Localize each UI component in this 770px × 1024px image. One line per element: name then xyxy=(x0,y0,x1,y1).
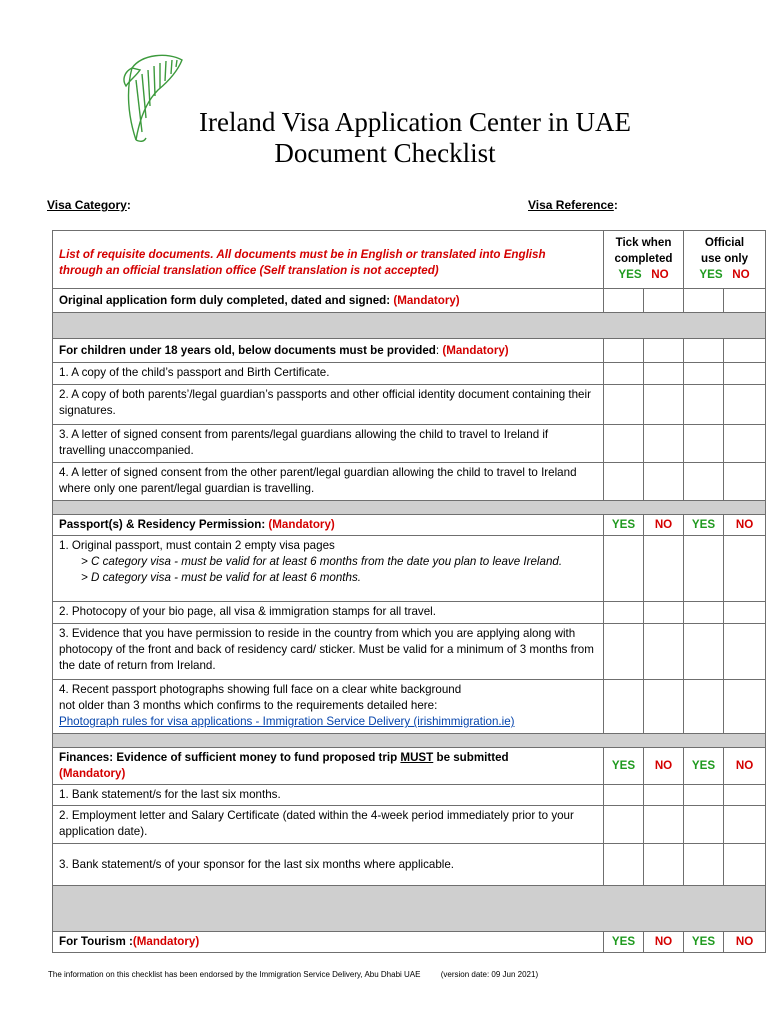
official-no-cell xyxy=(724,844,766,886)
tick-yes-cell[interactable] xyxy=(604,602,644,624)
list-item: 3. Evidence that you have permission to reside in the country from which you are applying along with photocopy of the front and back of residency card/ sticker. Must be valid for a minimum of 3 months from the date of return from Ireland. xyxy=(53,624,604,680)
table-row xyxy=(53,385,766,425)
official-yes-cell xyxy=(684,289,724,313)
table-row xyxy=(53,932,766,953)
official-yes-cell xyxy=(684,339,724,363)
tick-yes-cell[interactable] xyxy=(604,289,644,313)
official-yes-label: YES xyxy=(684,748,724,785)
tick-yes-cell[interactable] xyxy=(604,680,644,734)
official-no-cell xyxy=(724,680,766,734)
official-yes-label: YES xyxy=(684,932,724,953)
official-yes-cell xyxy=(684,463,724,501)
visa-category-label: Visa Category: xyxy=(47,198,131,212)
official-no-cell xyxy=(724,602,766,624)
tick-no-cell[interactable] xyxy=(644,463,684,501)
tick-no-cell[interactable] xyxy=(644,844,684,886)
table-row xyxy=(53,536,766,602)
official-no-cell xyxy=(724,536,766,602)
table-row xyxy=(53,425,766,463)
official-yes-cell xyxy=(684,363,724,385)
endorsement-note: The information on this checklist has been endorsed by the Immigration Service Delivery, Abu Dhabi UAE xyxy=(48,970,421,979)
table-row xyxy=(53,463,766,501)
children-heading: For children under 18 years old, below documents must be provided: (Mandatory) xyxy=(53,339,604,363)
list-item: 2. Employment letter and Salary Certificate (dated within the 4-week period immediately prior to your application date). xyxy=(53,806,604,844)
tick-yes-cell[interactable] xyxy=(604,385,644,425)
official-use-header: Official use only YES NO xyxy=(684,231,766,289)
intro-text: List of requisite documents. All documents must be in English or translated into English through an official translation office (Self translation is not accepted) xyxy=(53,231,604,289)
table-row xyxy=(53,844,766,886)
official-yes-cell xyxy=(684,844,724,886)
tick-no-cell[interactable] xyxy=(644,680,684,734)
list-item: 4. Recent passport photographs showing full face on a clear white background not older than 3 months which confirms to the requirements detailed here: Photograph rules for visa applications - Immigration Service Delivery (irishimmigration.ie) xyxy=(53,680,604,734)
tick-no-cell[interactable] xyxy=(644,363,684,385)
table-row xyxy=(53,339,766,363)
tick-no-label: NO xyxy=(644,515,684,536)
list-item: 3. Bank statement/s of your sponsor for the last six months where applicable. xyxy=(53,844,604,886)
tick-yes-cell[interactable] xyxy=(604,463,644,501)
official-yes-cell xyxy=(684,602,724,624)
tick-yes-label: YES xyxy=(604,932,644,953)
official-no-cell xyxy=(724,385,766,425)
page-title: Ireland Visa Application Center in UAE xyxy=(198,107,632,137)
official-no-label: NO xyxy=(724,515,766,536)
separator-row xyxy=(53,734,766,748)
list-item: 2. Photocopy of your bio page, all visa & immigration stamps for all travel. xyxy=(53,602,604,624)
table-row xyxy=(53,748,766,785)
list-item: 1. Bank statement/s for the last six months. xyxy=(53,785,604,806)
visa-reference-label: Visa Reference: xyxy=(528,198,618,212)
tick-yes-cell[interactable] xyxy=(604,339,644,363)
passport-heading: Passport(s) & Residency Permission: (Mandatory) xyxy=(53,515,604,536)
table-row xyxy=(53,289,766,313)
list-item: 3. A letter of signed consent from parents/legal guardians allowing the child to travel to Ireland if travelling unaccompanied. xyxy=(53,425,604,463)
footer-note xyxy=(48,970,556,979)
tick-yes-cell[interactable] xyxy=(604,536,644,602)
tick-yes-cell[interactable] xyxy=(604,624,644,680)
list-item: 4. A letter of signed consent from the other parent/legal guardian allowing the child to travel to Ireland where only one parent/legal guardian is travelling. xyxy=(53,463,604,501)
tick-no-cell[interactable] xyxy=(644,806,684,844)
tick-yes-cell[interactable] xyxy=(604,844,644,886)
table-row xyxy=(53,806,766,844)
tick-yes-label: YES xyxy=(604,515,644,536)
page-subtitle: Document Checklist xyxy=(274,138,496,168)
official-no-cell xyxy=(724,463,766,501)
tick-no-cell[interactable] xyxy=(644,624,684,680)
tick-yes-cell[interactable] xyxy=(604,425,644,463)
list-item: 2. A copy of both parents’/legal guardian’s passports and other official identity document containing their signatures. xyxy=(53,385,604,425)
official-yes-cell xyxy=(684,536,724,602)
list-item: 1. A copy of the child’s passport and Birth Certificate. xyxy=(53,363,604,385)
application-form-item: Original application form duly completed, dated and signed: (Mandatory) xyxy=(53,289,604,313)
tick-yes-cell[interactable] xyxy=(604,785,644,806)
official-no-cell xyxy=(724,785,766,806)
official-no-label: NO xyxy=(724,748,766,785)
official-no-cell xyxy=(724,806,766,844)
official-no-cell xyxy=(724,624,766,680)
table-row xyxy=(53,602,766,624)
finances-heading: Finances: Evidence of sufficient money to fund proposed trip MUST be submitted (Mandatory) xyxy=(53,748,604,785)
tourism-heading: For Tourism :(Mandatory) xyxy=(53,932,604,953)
photograph-rules-link[interactable]: Photograph rules for visa applications - Immigration Service Delivery (irishimmigration.ie) xyxy=(59,715,515,728)
table-header-row xyxy=(53,231,766,289)
tick-no-cell[interactable] xyxy=(644,536,684,602)
tick-no-cell[interactable] xyxy=(644,602,684,624)
tick-no-cell[interactable] xyxy=(644,385,684,425)
tick-no-cell[interactable] xyxy=(644,785,684,806)
official-yes-cell xyxy=(684,624,724,680)
separator-row xyxy=(53,886,766,932)
tick-no-cell[interactable] xyxy=(644,425,684,463)
separator-row xyxy=(53,501,766,515)
tick-no-label: NO xyxy=(644,932,684,953)
official-no-label: NO xyxy=(724,932,766,953)
tick-yes-cell[interactable] xyxy=(604,806,644,844)
official-no-cell xyxy=(724,289,766,313)
tick-no-cell[interactable] xyxy=(644,289,684,313)
table-row xyxy=(53,785,766,806)
tick-yes-cell[interactable] xyxy=(604,363,644,385)
official-no-cell xyxy=(724,425,766,463)
list-item: 1. Original passport, must contain 2 empty visa pages > C category visa - must be valid for at least 6 months from the date you plan to leave Ireland. > D category visa - must be valid for at least 6 months. xyxy=(53,536,604,602)
official-yes-cell xyxy=(684,785,724,806)
version-date: (version date: 09 Jun 2021) xyxy=(440,970,539,979)
tick-when-completed-header: Tick when completed YES NO xyxy=(604,231,684,289)
official-no-cell xyxy=(724,363,766,385)
separator-row xyxy=(53,313,766,339)
document-checklist-table xyxy=(52,230,766,953)
tick-yes-label: YES xyxy=(604,748,644,785)
official-yes-label: YES xyxy=(684,515,724,536)
official-yes-cell xyxy=(684,425,724,463)
tick-no-label: NO xyxy=(644,748,684,785)
table-row xyxy=(53,363,766,385)
table-row xyxy=(53,680,766,734)
table-row xyxy=(53,624,766,680)
official-yes-cell xyxy=(684,806,724,844)
official-yes-cell xyxy=(684,385,724,425)
official-no-cell xyxy=(724,339,766,363)
table-row xyxy=(53,515,766,536)
official-yes-cell xyxy=(684,680,724,734)
tick-no-cell[interactable] xyxy=(644,339,684,363)
